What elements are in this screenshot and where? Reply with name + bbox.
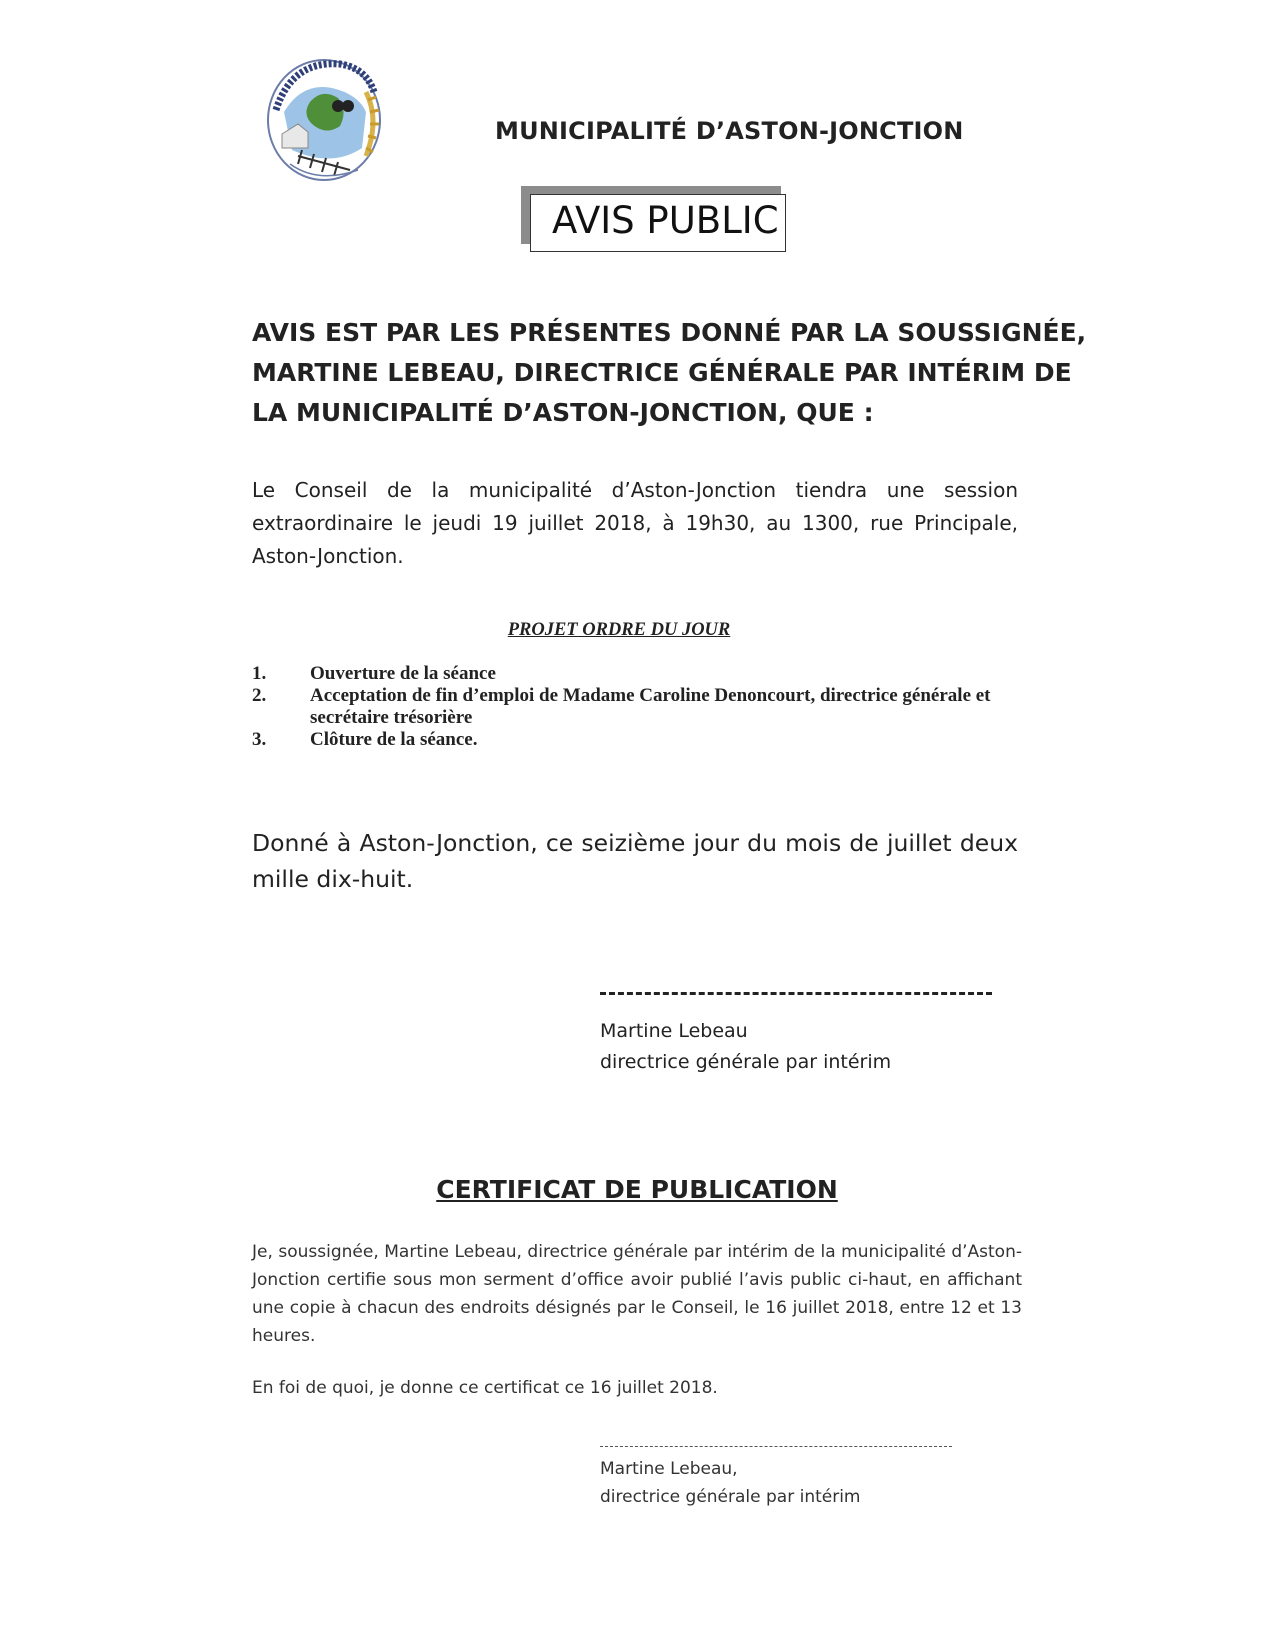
signatory-title: directrice générale par intérim	[600, 1051, 892, 1073]
agenda-item-number: 2.	[252, 685, 267, 706]
certificate-body: Je, soussignée, Martine Lebeau, directrice générale par intérim de la municipalité d’Aston-Jonction certifie sous mon serment d’office avoir publié l’avis public ci-haut, en affichant une copie à chacun des endroits désignés par le Conseil, le 16 juillet 2018, entre 12 et 13 heures.	[252, 1242, 1022, 1346]
intro-line: AVIS EST PAR LES PRÉSENTES DONNÉ PAR LA SOUSSIGNÉE,	[252, 318, 1087, 347]
signature-line	[600, 992, 992, 995]
certificate-signature-line	[600, 1446, 952, 1447]
agenda-item	[252, 729, 1012, 751]
agenda-item-text: Clôture de la séance.	[310, 729, 478, 750]
certificate-title: CERTIFICAT DE PUBLICATION	[436, 1175, 838, 1204]
agenda-item-text: Acceptation de fin d’emploi de Madame Caroline Denoncourt, directrice générale et secrétaire trésorière	[310, 685, 991, 728]
agenda-item-text: Ouverture de la séance	[310, 663, 496, 684]
certificate-signatory-title: directrice générale par intérim	[600, 1487, 861, 1507]
given-at-statement: Donné à Aston-Jonction, ce seizième jour du mois de juillet deux mille dix-huit.	[252, 829, 1018, 893]
signature-block	[600, 1016, 891, 1078]
intro-line: MARTINE LEBEAU, DIRECTRICE GÉNÉRALE PAR INTÉRIM DE	[252, 358, 1072, 387]
certificate-signature-block	[600, 1455, 861, 1511]
agenda-title: PROJET ORDRE DU JOUR	[507, 620, 731, 640]
session-announcement: Le Conseil de la municipalité d’Aston-Jonction tiendra une session extraordinaire le jeudi 19 juillet 2018, à 19h30, au 1300, rue Principale, Aston-Jonction.	[252, 478, 1018, 568]
agenda-item	[252, 663, 1012, 685]
agenda-list	[252, 663, 1012, 751]
avis-public-heading: AVIS PUBLIC	[552, 199, 779, 242]
signatory-name: Martine Lebeau	[600, 1020, 748, 1042]
agenda-item	[252, 685, 1012, 729]
municipality-title: MUNICIPALITÉ D’ASTON-JONCTION	[495, 117, 964, 145]
agenda-item-number: 1.	[252, 663, 267, 684]
intro-statement	[252, 313, 1087, 433]
municipal-seal-icon	[262, 52, 390, 192]
certificate-signatory-name: Martine Lebeau,	[600, 1459, 738, 1479]
certificate-closing: En foi de quoi, je donne ce certificat ce 16 juillet 2018.	[252, 1378, 718, 1398]
agenda-item-number: 3.	[252, 729, 267, 750]
intro-line: LA MUNICIPALITÉ D’ASTON-JONCTION, QUE :	[252, 398, 874, 427]
